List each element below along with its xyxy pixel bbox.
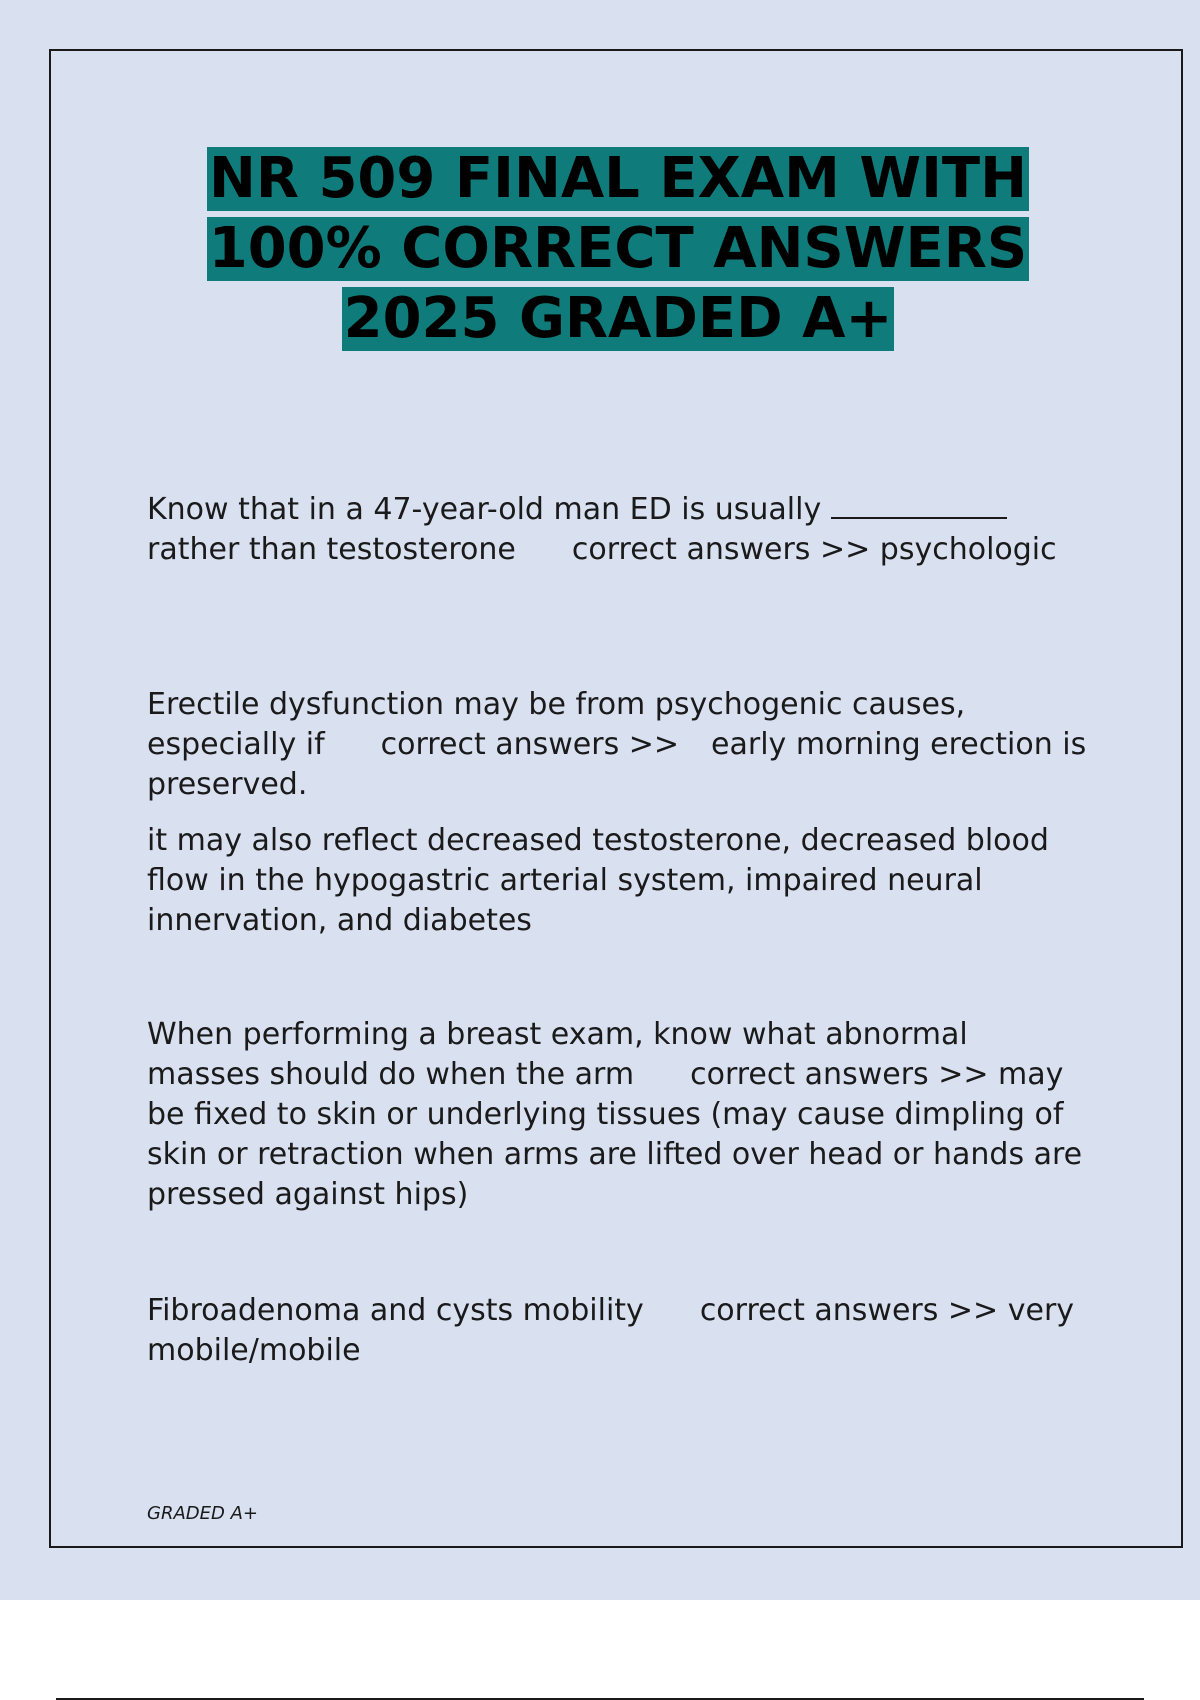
qa-item-3	[147, 1015, 1087, 1215]
title-line-2: 100% CORRECT ANSWERS	[208, 216, 1028, 281]
answer-extra: it may also reflect decreased testosterone, decreased blood flow in the hypogastric arterial system, impaired neural innervation, and diabetes	[147, 823, 1049, 938]
qa-item-4	[147, 1291, 1087, 1371]
question-text: Erectile dysfunction may be from psychogenic causes, especially if	[147, 687, 966, 762]
answer-text: early morning erection is preserved.	[147, 727, 1087, 802]
answer-marker: correct answers >>	[690, 1057, 989, 1092]
answer-text: very mobile/mobile	[147, 1293, 1075, 1368]
page-footer: GRADED A+	[147, 1503, 258, 1524]
answer-marker: correct answers >>	[699, 1293, 999, 1328]
question-text: Fibroadenoma and cysts mobility	[147, 1293, 644, 1328]
answer-text: psychologic	[879, 532, 1057, 567]
fill-in-blank	[831, 489, 1007, 519]
page-frame	[49, 49, 1183, 1548]
title-line-1: NR 509 FINAL EXAM WITH	[208, 146, 1027, 211]
question-text-continued: rather than testosterone	[147, 532, 516, 567]
answer-marker: correct answers >>	[380, 727, 680, 762]
document-title	[51, 147, 1185, 357]
qa-item-1	[147, 489, 1087, 570]
title-line-3: 2025 GRADED A+	[343, 286, 893, 351]
answer-marker: correct answers >>	[571, 532, 871, 567]
question-text: Know that in a 47-year-old man ED is usually	[147, 492, 822, 527]
question-text: When performing a breast exam, know what abnormal masses should do when the arm	[147, 1017, 968, 1092]
answer-text: may be fixed to skin or underlying tissues (may cause dimpling of skin or retraction when arms are lifted over head or hands are pressed against hips)	[147, 1057, 1083, 1212]
qa-item-2	[147, 685, 1087, 941]
